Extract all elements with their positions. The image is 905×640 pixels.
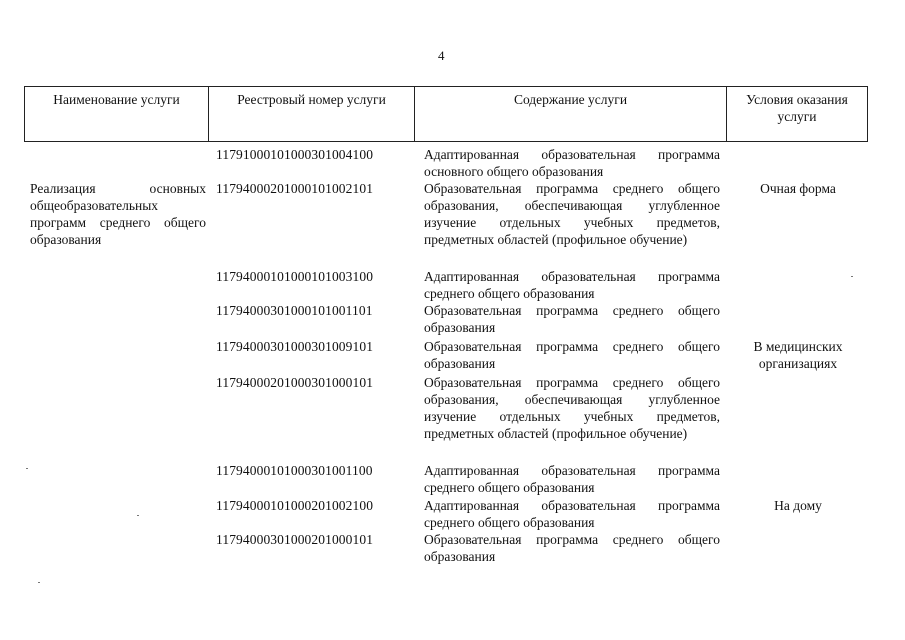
- page-number: 4: [438, 48, 445, 63]
- registry-number: 11794000101000301001100: [216, 463, 373, 478]
- registry-number: 11794000301000201000101: [216, 532, 374, 547]
- service-content: Образовательная программа среднего общего образования: [424, 532, 720, 564]
- service-content: Адаптированная образовательная программа среднего общего образования: [424, 498, 720, 530]
- condition-full-time: Очная форма: [760, 181, 836, 196]
- registry-number: 11794000301000301009101: [216, 339, 374, 354]
- header-service-name: Наименование услуги: [25, 87, 209, 141]
- scan-speck: [26, 468, 28, 469]
- scan-speck: [851, 276, 853, 277]
- table-header: [24, 86, 868, 142]
- registry-number: 11794000201000101002101: [216, 181, 374, 196]
- service-content: Образовательная программа среднего общего образования: [424, 339, 720, 371]
- service-content: Адаптированная образовательная программа основного общего образования: [424, 147, 720, 179]
- condition-medical-organizations: В медицинских организациях: [753, 339, 843, 371]
- header-conditions: Условия оказания услуги: [746, 92, 848, 124]
- registry-number: 11794000101000101003100: [216, 269, 374, 284]
- service-content: Образовательная программа среднего общего образования, обеспечивающая углубленное изучение отдельных учебных предметов, предметных областей (профильное обучение): [424, 375, 720, 441]
- scan-speck: [38, 582, 40, 583]
- registry-number: 11794000101000201002100: [216, 498, 374, 513]
- registry-number: 11791000101000301004100: [216, 147, 374, 162]
- registry-number: 11794000301000101001101: [216, 303, 373, 318]
- header-service-content: Содержание услуги: [415, 87, 727, 141]
- scan-speck: [137, 515, 139, 516]
- condition-at-home: На дому: [774, 498, 822, 513]
- service-name-cell: Реализация основных общеобразовательных программ среднего общего образования: [30, 181, 206, 247]
- service-content: Адаптированная образовательная программа среднего общего образования: [424, 463, 720, 495]
- header-registry-number: Реестровый номер услуги: [209, 87, 415, 141]
- service-content: Адаптированная образовательная программа среднего общего образования: [424, 269, 720, 301]
- registry-number: 11794000201000301000101: [216, 375, 374, 390]
- service-content: Образовательная программа среднего общего образования: [424, 303, 720, 335]
- service-content: Образовательная программа среднего общего образования, обеспечивающая углубленное изучение отдельных учебных предметов, предметных областей (профильное обучение): [424, 181, 720, 247]
